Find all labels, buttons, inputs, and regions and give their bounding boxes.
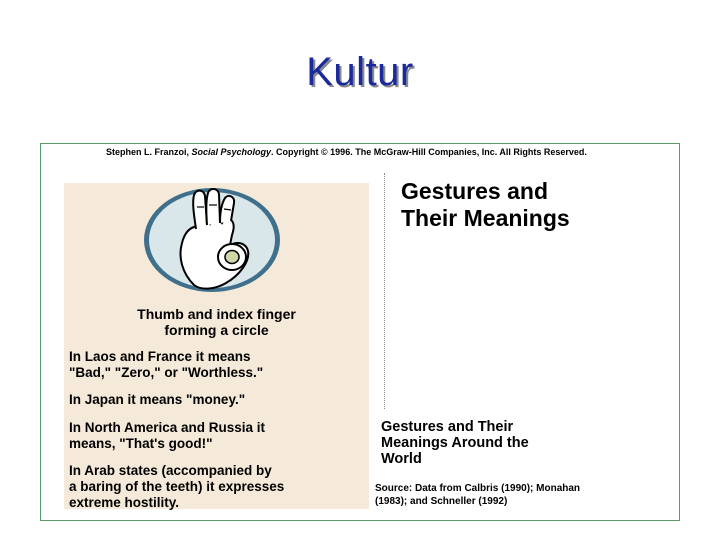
meaning-line: In Laos and France it means xyxy=(69,349,251,364)
figure-heading-line2: Their Meanings xyxy=(401,205,570,231)
meaning-line: extreme hostility. xyxy=(69,495,180,510)
copyright-rest: . Copyright © 1996. The McGraw-Hill Companies, Inc. All Rights Reserved. xyxy=(271,147,587,157)
figure-heading-line1: Gestures and xyxy=(401,178,548,204)
copyright-book-title: Social Psychology xyxy=(191,147,272,157)
figure-subtitle xyxy=(381,419,641,467)
meaning-laos-france xyxy=(69,349,369,381)
meaning-line: In Japan it means "money." xyxy=(69,392,246,407)
gesture-caption-line2: forming a circle xyxy=(164,322,269,338)
slide-title: Kultur xyxy=(306,50,414,94)
meaning-line: In North America and Russia it xyxy=(69,420,266,435)
gesture-panel xyxy=(64,183,369,509)
figure-subtitle-line2: Meanings Around the xyxy=(381,435,529,451)
divider xyxy=(384,173,385,409)
meaning-line: In Arab states (accompanied by xyxy=(69,463,272,478)
meaning-line: means, "That's good!" xyxy=(69,436,213,451)
copyright-notice xyxy=(106,147,666,157)
figure-heading xyxy=(401,178,681,232)
gesture-caption xyxy=(64,306,369,338)
source-citation xyxy=(375,482,675,508)
source-line1: Source: Data from Calbris (1990); Monahan xyxy=(375,483,581,494)
meaning-line: "Bad," "Zero," or "Worthless." xyxy=(69,365,264,380)
meaning-line: a baring of the teeth) it expresses xyxy=(69,479,285,494)
figure-frame xyxy=(40,143,680,521)
figure-subtitle-line3: World xyxy=(381,451,422,467)
source-line2: (1983); and Schneller (1992) xyxy=(375,496,508,507)
meaning-north-america-russia xyxy=(69,420,369,452)
copyright-author: Stephen L. Franzoi, xyxy=(106,147,192,157)
figure-subtitle-line1: Gestures and Their xyxy=(381,419,514,435)
gesture-caption-line1: Thumb and index finger xyxy=(137,306,296,322)
meaning-arab-states xyxy=(69,463,369,511)
meaning-japan xyxy=(69,392,369,408)
ok-hand-gesture-icon xyxy=(164,185,260,293)
